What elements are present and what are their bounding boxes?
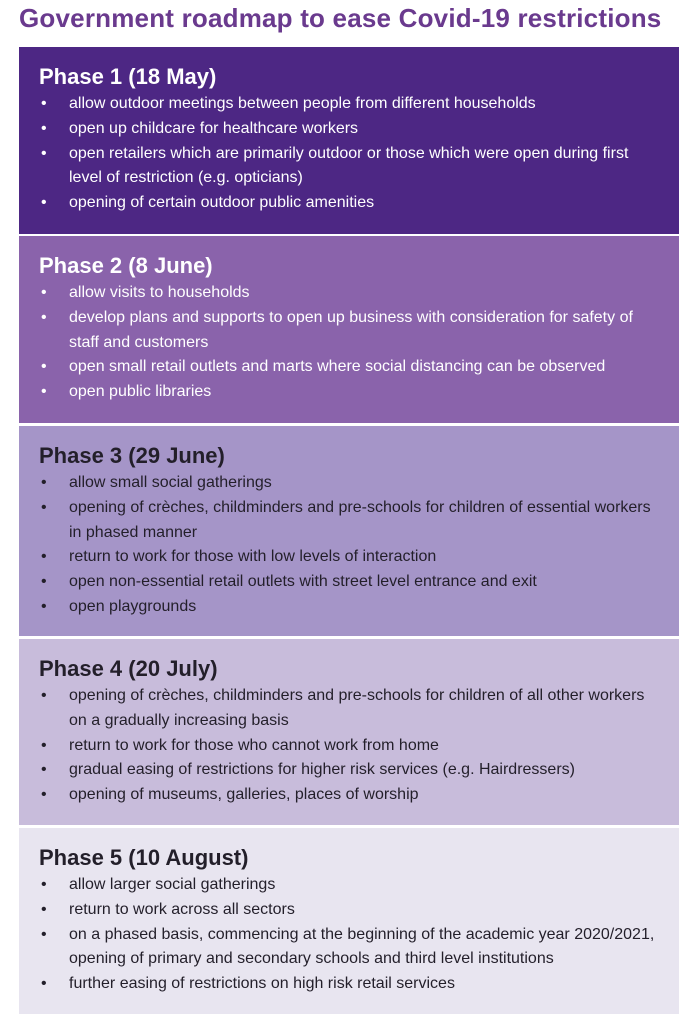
list-item: • opening of crèches, childminders and pre-schools for children of all other workers on a gradually increasing basis: [39, 684, 659, 734]
list-item: • open playgrounds: [39, 595, 659, 620]
list-item: • open small retail outlets and marts where social distancing can be observed: [39, 355, 659, 380]
list-item: • allow outdoor meetings between people from different households: [39, 92, 659, 117]
list-item: • opening of museums, galleries, places of worship: [39, 783, 659, 808]
phase-3-panel: [19, 426, 679, 636]
list-item: • open non-essential retail outlets with street level entrance and exit: [39, 570, 659, 595]
phase-1-list: [39, 92, 659, 216]
phase-5-panel: [19, 828, 679, 1014]
phase-5-list: [39, 873, 659, 997]
phase-5-title: Phase 5 (10 August): [39, 845, 249, 870]
phase-2-panel: [19, 236, 679, 423]
list-item: • open up childcare for healthcare workers: [39, 117, 659, 142]
page-title: Government roadmap to ease Covid-19 restrictions: [19, 3, 662, 33]
list-item: • on a phased basis, commencing at the beginning of the academic year 2020/2021, opening of primary and secondary schools and third level institutions: [39, 923, 659, 973]
phase-2-title: Phase 2 (8 June): [39, 253, 213, 278]
list-item: • open public libraries: [39, 380, 659, 405]
phase-4-list: [39, 684, 659, 808]
phase-4-title: Phase 4 (20 July): [39, 656, 218, 681]
list-item: • allow visits to households: [39, 281, 659, 306]
list-item: • gradual easing of restrictions for higher risk services (e.g. Hairdressers): [39, 758, 659, 783]
list-item: • return to work for those who cannot work from home: [39, 734, 659, 759]
phase-3-title: Phase 3 (29 June): [39, 443, 225, 468]
list-item: • develop plans and supports to open up business with consideration for safety of staff and customers: [39, 306, 659, 356]
list-item: • allow larger social gatherings: [39, 873, 659, 898]
list-item: • further easing of restrictions on high risk retail services: [39, 972, 659, 997]
list-item: • return to work across all sectors: [39, 898, 659, 923]
phase-3-list: [39, 471, 659, 620]
list-item: • open retailers which are primarily outdoor or those which were open during first level of restriction (e.g. opticians): [39, 142, 659, 192]
list-item: • opening of certain outdoor public amenities: [39, 191, 659, 216]
phase-1-panel: [19, 47, 679, 234]
phase-1-title: Phase 1 (18 May): [39, 64, 217, 89]
list-item: • allow small social gatherings: [39, 471, 659, 496]
list-item: • opening of crèches, childminders and pre-schools for children of essential workers in phased manner: [39, 496, 659, 546]
phase-4-panel: [19, 639, 679, 825]
list-item: • return to work for those with low levels of interaction: [39, 545, 659, 570]
phase-2-list: [39, 281, 659, 405]
